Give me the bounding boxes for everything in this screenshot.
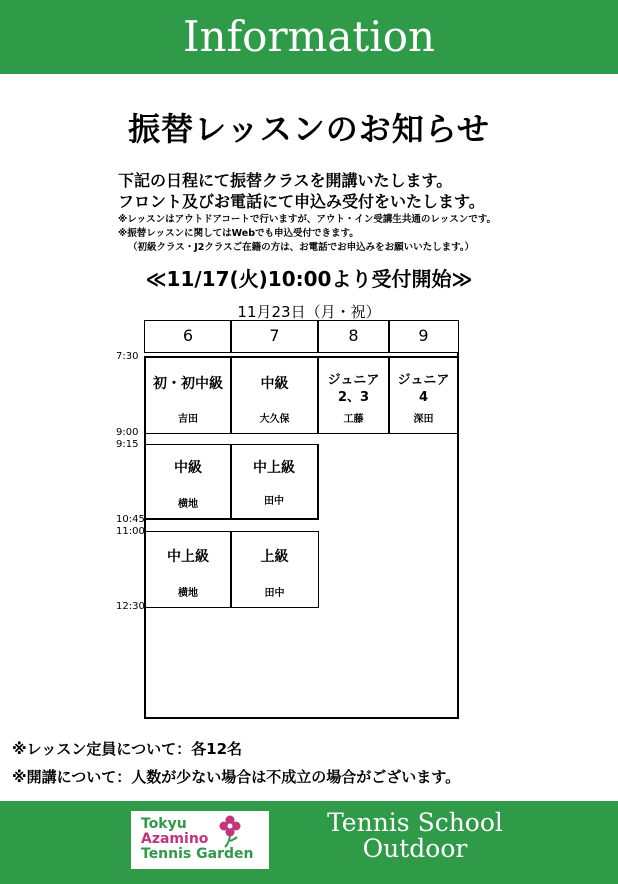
court-header: 6: [144, 320, 232, 353]
notice-line-2: フロント及びお電話にて申込み受付をいたします。: [118, 192, 485, 211]
schedule-date: 11月23日（月・祝）: [237, 303, 381, 321]
time-label: 12:30: [116, 601, 145, 612]
logo-line-3: Tennis Garden: [141, 846, 254, 862]
time-label: 9:00: [116, 427, 139, 438]
lesson-block[interactable]: [144, 357, 232, 434]
lesson-coach: 大久保: [259, 414, 290, 425]
notice-note-3: （初級クラス・J2クラスご在籍の方は、お電話でお申込みをお願いいたします。）: [128, 242, 475, 253]
lesson-coach: 深田: [413, 414, 434, 425]
registration-start: ≪11/17(火)10:00より受付開始≫: [145, 267, 473, 291]
court-header: 8: [317, 320, 390, 353]
lesson-coach: 横地: [178, 499, 198, 510]
time-label: 9:15: [116, 439, 139, 450]
lesson-class: 中上級: [253, 460, 295, 476]
notice-note-2: ※振替レッスンに関してはWebでも申込受付できます。: [118, 228, 359, 239]
header-title: Information: [182, 12, 436, 61]
table-bottom-border: [144, 717, 459, 719]
lesson-coach: 横地: [178, 588, 198, 599]
court-header: 7: [230, 320, 319, 353]
lesson-block[interactable]: [230, 531, 319, 608]
lesson-coach: 田中: [264, 588, 285, 599]
notice-title: 振替レッスンのお知らせ: [128, 110, 490, 148]
notice-note-1: ※レッスンはアウトドアコートで行いますが、アウト・イン受講生共通のレッスンです。: [118, 214, 497, 225]
lesson-class: ジュニア 2、3: [327, 373, 380, 405]
court-header: 9: [388, 320, 459, 353]
tokyu-azamino-logo: [131, 811, 269, 869]
logo-line-2: Azamino: [141, 831, 209, 847]
flower-icon: [219, 815, 241, 849]
cancellation-note: ※開講について：人数が少ない場合は不成立の場合がございます。: [12, 768, 461, 786]
time-label: 11:00: [116, 526, 145, 537]
school-line-1: Tennis School: [327, 808, 503, 837]
lesson-coach: 田中: [264, 496, 284, 507]
school-name: [290, 810, 540, 862]
lesson-class: 初・初中級: [153, 376, 223, 392]
time-label: 10:45: [116, 514, 145, 525]
lesson-class: 中級: [174, 460, 202, 476]
time-label: 7:30: [116, 351, 139, 362]
notice-line-1: 下記の日程にて振替クラスを開講いたします。: [118, 171, 453, 190]
header-banner: [0, 0, 618, 74]
lesson-block[interactable]: [230, 444, 319, 520]
lesson-block[interactable]: [144, 531, 232, 608]
lesson-class: 中級: [260, 376, 289, 392]
logo-line-1: Tokyu: [141, 816, 187, 832]
lesson-block[interactable]: [230, 357, 319, 434]
lesson-block[interactable]: [388, 357, 459, 434]
lesson-coach: 吉田: [178, 414, 198, 425]
lesson-class: 上級: [260, 549, 289, 565]
lesson-class: 中上級: [167, 549, 209, 565]
capacity-note: ※レッスン定員について：各12名: [12, 740, 243, 758]
lesson-coach: 工藤: [343, 414, 364, 425]
lesson-block[interactable]: [317, 357, 390, 434]
lesson-class: ジュニア 4: [397, 373, 450, 405]
lesson-block[interactable]: [144, 444, 232, 520]
school-line-2: Outdoor: [362, 834, 468, 863]
